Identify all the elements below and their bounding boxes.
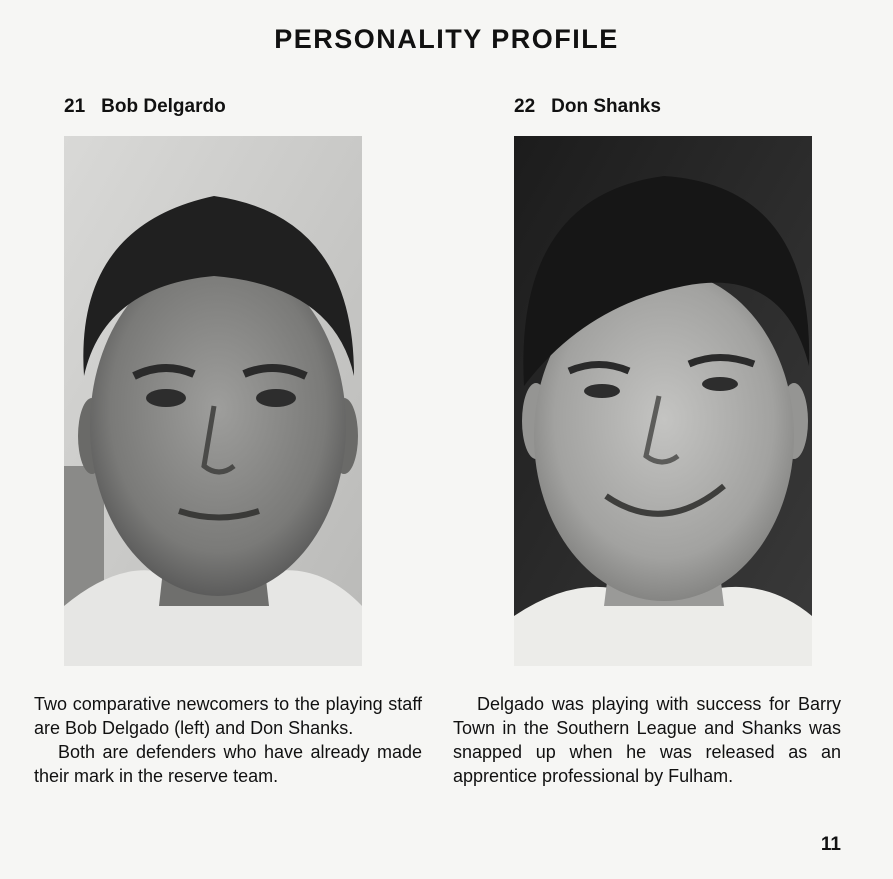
page-title: PERSONALITY PROFILE — [274, 24, 619, 54]
portrait-photo-right — [514, 136, 812, 666]
body-paragraph: Both are defenders who have already made their mark in the reserve team. — [34, 742, 422, 786]
body-paragraph: Delgado was playing with success for Barry Town in the Southern League and Shanks was snapped up when he was released as an apprentice professional by Fulham. — [453, 694, 841, 786]
body-text-left — [34, 692, 422, 788]
body-text-right — [453, 692, 841, 788]
portrait-photo-left — [64, 136, 362, 666]
profile-number: 21 — [64, 96, 86, 117]
body-paragraph: Two comparative newcomers to the playing staff are Bob Delgado (left) and Don Shanks. — [34, 694, 422, 738]
profile-heading-left — [64, 96, 226, 118]
profile-name: Bob Delgardo — [101, 96, 226, 117]
profile-heading-right — [514, 96, 661, 118]
profile-number: 22 — [514, 96, 536, 117]
profile-name: Don Shanks — [551, 96, 661, 117]
page-number: 11 — [820, 834, 841, 855]
